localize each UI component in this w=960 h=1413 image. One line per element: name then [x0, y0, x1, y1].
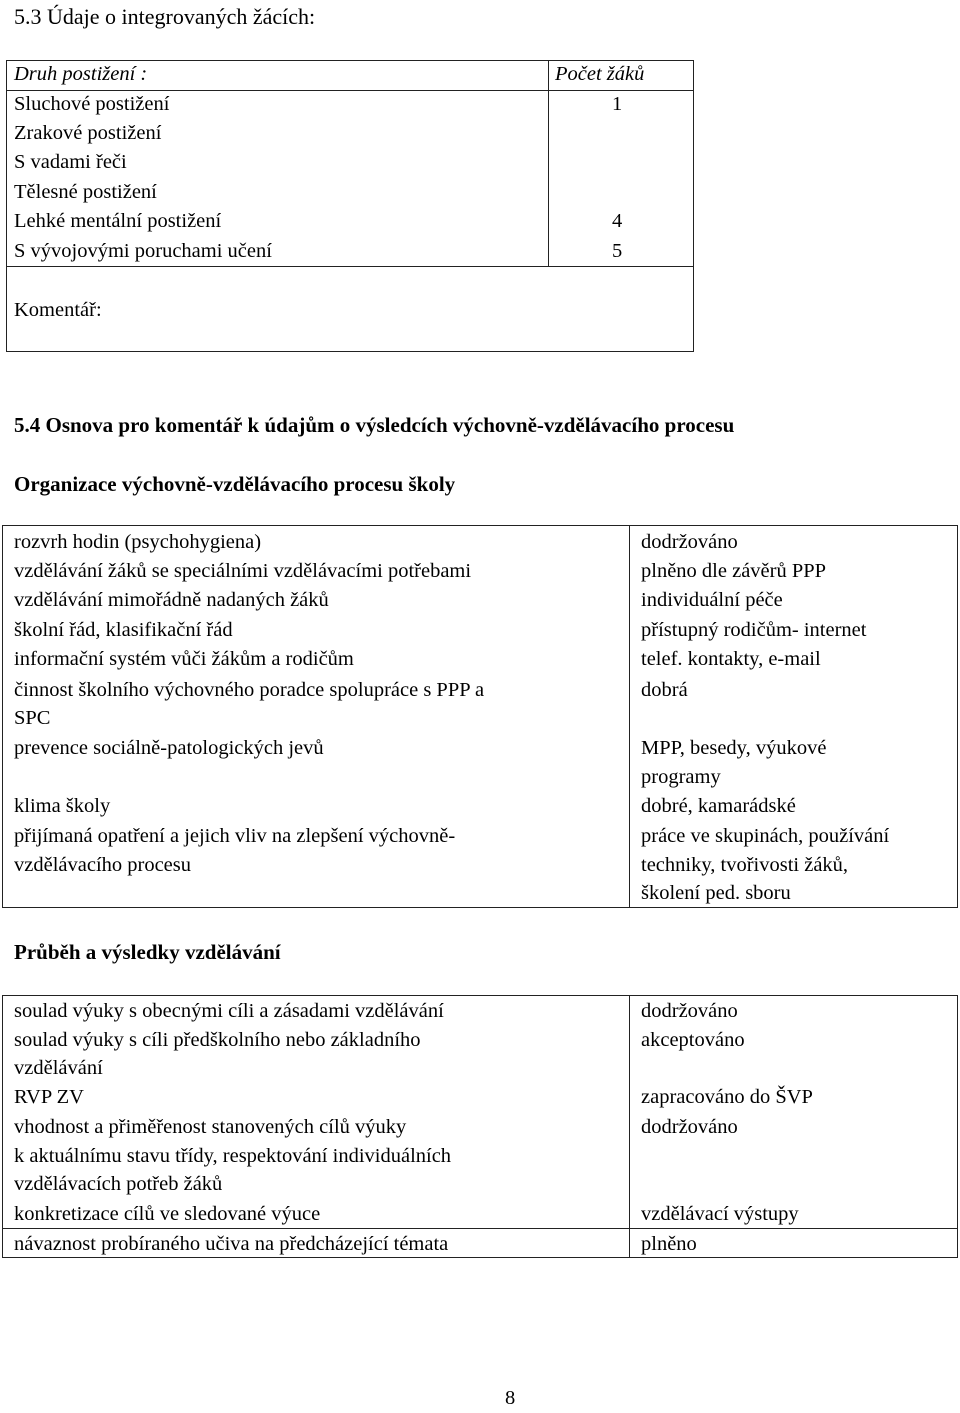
table-row-label: Tělesné postižení: [14, 181, 157, 203]
table-row-label: Lehké mentální postižení: [14, 210, 222, 232]
row-right: vzdělávací výstupy: [641, 1203, 799, 1225]
row-left: vzdělávání: [14, 1057, 103, 1079]
row-left: klima školy: [14, 795, 111, 817]
column-header-count: Počet žáků: [555, 63, 645, 85]
column-header-type: Druh postižení :: [14, 63, 148, 85]
row-right: přístupný rodičům- internet: [641, 619, 867, 641]
row-left: informační systém vůči žákům a rodičům: [14, 648, 354, 670]
row-left: vzdělávacího procesu: [14, 854, 192, 876]
row-left: konkretizace cílů ve sledované výuce: [14, 1203, 321, 1225]
row-right: práce ve skupinách, používání: [641, 825, 890, 847]
row-right: plněno: [641, 1233, 697, 1255]
row-right: dobrá: [641, 679, 688, 701]
row-right: plněno dle závěrů PPP: [641, 560, 827, 582]
table-row-label: Zrakové postižení: [14, 122, 162, 144]
row-left: RVP ZV: [14, 1086, 84, 1108]
row-right: individuální péče: [641, 589, 783, 611]
results-heading: Průběh a výsledky vzdělávání: [14, 940, 281, 964]
row-right: zapracováno do ŠVP: [641, 1086, 813, 1108]
row-right: dodržováno: [641, 1116, 738, 1138]
row-right: programy: [641, 766, 721, 788]
table-column-divider: [629, 525, 630, 908]
row-right: školení ped. sboru: [641, 882, 791, 904]
row-right: dobré, kamarádské: [641, 795, 796, 817]
section-5-4-heading: 5.4 Osnova pro komentář k údajům o výsledcích výchovně-vzdělávacího procesu: [14, 413, 735, 437]
row-right: akceptováno: [641, 1029, 745, 1051]
comment-label: Komentář:: [14, 299, 102, 321]
row-left: prevence sociálně-patologických jevů: [14, 737, 324, 759]
row-right: dodržováno: [641, 1000, 738, 1022]
table-row-count: 1: [612, 93, 623, 115]
row-left: soulad výuky s obecnými cíli a zásadami vzdělávání: [14, 1000, 444, 1022]
row-right: dodržováno: [641, 531, 738, 553]
row-left: vhodnost a přiměřenost stanovených cílů výuky: [14, 1116, 407, 1138]
row-left: k aktuálnímu stavu třídy, respektování individuálních: [14, 1145, 452, 1167]
row-right: telef. kontakty, e-mail: [641, 648, 821, 670]
table-row-divider: [6, 266, 694, 267]
organization-subheading: Organizace výchovně-vzdělávacího procesu školy: [14, 472, 456, 496]
row-left: vzdělávání mimořádně nadaných žáků: [14, 589, 329, 611]
table-row-count: 4: [612, 210, 623, 232]
row-left: činnost školního výchovného poradce spolupráce s PPP a: [14, 679, 485, 701]
table-row-label: Sluchové postižení: [14, 93, 170, 115]
row-left: vzdělávacích potřeb žáků: [14, 1173, 223, 1195]
table-column-divider: [548, 60, 549, 267]
row-left: přijímaná opatření a jejich vliv na zlepšení výchovně-: [14, 825, 456, 847]
section-5-3-heading: 5.3 Údaje o integrovaných žácích:: [14, 4, 316, 29]
row-left: školní řád, klasifikační řád: [14, 619, 233, 641]
table-row-label: S vadami řeči: [14, 151, 127, 173]
table-column-divider: [629, 995, 630, 1258]
table-row-label: S vývojovými poruchami učení: [14, 240, 272, 262]
row-left: návaznost probíraného učiva na předcházející témata: [14, 1233, 449, 1255]
row-left: soulad výuky s cíli předškolního nebo základního: [14, 1029, 421, 1051]
row-right: MPP, besedy, výukové: [641, 737, 827, 759]
page-number: 8: [505, 1387, 516, 1409]
row-left: vzdělávání žáků se speciálními vzdělávacími potřebami: [14, 560, 472, 582]
row-right: techniky, tvořivosti žáků,: [641, 854, 849, 876]
row-left: rozvrh hodin (psychohygiena): [14, 531, 262, 553]
row-left: SPC: [14, 707, 51, 729]
table-row-count: 5: [612, 240, 623, 262]
